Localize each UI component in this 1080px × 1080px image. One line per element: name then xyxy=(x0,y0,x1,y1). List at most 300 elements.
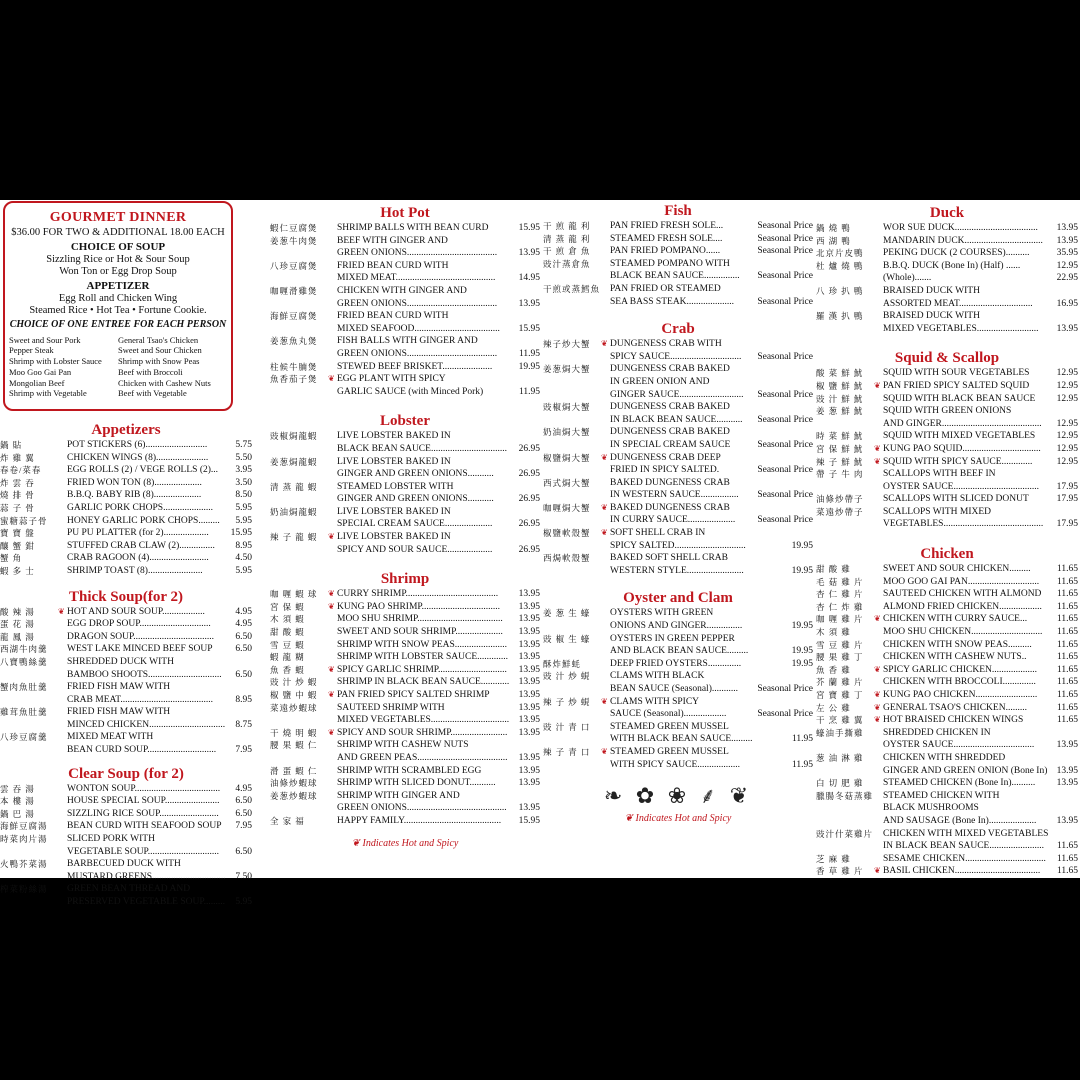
menu-item-row xyxy=(270,335,540,348)
hot-pepper-icon: ❦ xyxy=(601,746,608,756)
item-name: SPICY GARLIC SHRIMP............................. xyxy=(337,664,507,675)
menu-item-row xyxy=(816,222,1078,235)
menu-item-row xyxy=(543,696,813,709)
chinese-name: 蝦 龍 糊 xyxy=(270,652,305,663)
hot-pepper-icon: ❦ xyxy=(874,380,881,390)
menu-item-row xyxy=(270,702,540,715)
menu-item-row xyxy=(816,676,1078,689)
menu-item-row xyxy=(816,601,1078,614)
item-name: SHRIMP WITH SCRAMBLED EGG xyxy=(337,765,482,776)
item-name: BARBECUED DUCK WITH xyxy=(67,859,181,870)
chinese-name: 八 珍 扒 鴨 xyxy=(816,285,864,296)
chinese-name: 榨菜粉絲湯 xyxy=(0,884,48,895)
item-price: Seasonal Price xyxy=(757,233,813,244)
item-name: SAUTEED SHRIMP WITH xyxy=(337,702,445,713)
menu-item-row xyxy=(816,765,1078,778)
hot-pepper-icon: ❦ xyxy=(328,664,335,674)
hot-pepper-icon: ❦ xyxy=(328,374,335,384)
chinese-name: 辣子炒大蟹 xyxy=(543,339,591,350)
menu-item-row xyxy=(0,858,252,871)
item-name: DEEP FRIED OYSTERS.............. xyxy=(610,658,742,669)
item-name: PAN FRIED OR STEAMED xyxy=(610,283,721,294)
item-price: 26.95 xyxy=(518,544,540,555)
hot-pepper-icon: ❦ xyxy=(874,866,881,876)
chinese-name: 豉汁蒸倉魚 xyxy=(543,258,591,269)
hot-pepper-icon: ❦ xyxy=(874,443,881,453)
section-title: Squid & Scallop xyxy=(894,350,1000,367)
item-price: 26.95 xyxy=(518,494,540,505)
item-price: 13.95 xyxy=(518,248,540,259)
section-title: Shrimp xyxy=(380,571,430,588)
chinese-name: 辣 子 炒 蜆 xyxy=(543,696,591,707)
item-name: SCALLOPS WITH MIXED xyxy=(883,506,992,517)
item-price: 13.95 xyxy=(1056,778,1078,789)
item-price: 13.95 xyxy=(518,677,540,688)
chinese-name: 杜 爐 燒 鴨 xyxy=(816,260,864,271)
chinese-name: 豉 椒 生 蠔 xyxy=(543,633,591,644)
menu-item-row xyxy=(543,620,813,633)
menu-item-row xyxy=(270,777,540,790)
item-name: DUNGENESS CRAB BAKED xyxy=(610,364,730,375)
item-price: 13.95 xyxy=(518,803,540,814)
menu-item-row xyxy=(270,626,540,639)
menu-item-row xyxy=(816,739,1078,752)
chinese-name: 羅 漢 扒 鴨 xyxy=(816,311,864,322)
item-price: 11.65 xyxy=(1056,639,1078,650)
chinese-name: 滑 蛋 蝦 仁 xyxy=(270,765,318,776)
item-price: 7.95 xyxy=(235,821,252,832)
menu-item-row xyxy=(816,518,1078,531)
chinese-name: 龍 鳳 湯 xyxy=(0,631,35,642)
item-name: PU PU PLATTER (for 2)................... xyxy=(67,528,209,539)
menu-item-row xyxy=(816,626,1078,639)
item-name: BASIL CHICKEN.................................... xyxy=(883,866,1041,877)
item-name: STEAMED GREEN MUSSEL xyxy=(610,721,729,732)
entree-option: Shrimp with Lobster Sauce xyxy=(9,356,102,367)
chinese-name: 毛 菇 雞 片 xyxy=(816,576,864,587)
entree-option: Shrimp with Vegetable xyxy=(9,388,87,399)
chinese-name: 菜遠炒帶子 xyxy=(816,506,864,517)
entree-grid xyxy=(9,335,227,400)
chinese-name: 鍋 貼 xyxy=(0,440,23,450)
item-name: SHRIMP WITH SNOW PEAS...................... xyxy=(337,639,508,650)
menu-item-row xyxy=(270,815,540,828)
entree-option: Mongolian Beef xyxy=(9,377,65,388)
bamboo-illustration-icon: ❦ xyxy=(729,783,753,809)
menu-item-row xyxy=(0,883,252,896)
gourmet-dinner-box xyxy=(3,201,233,411)
item-name: SHRIMP WITH CASHEW NUTS xyxy=(337,740,469,751)
menu-item-row xyxy=(0,694,252,707)
item-price: 5.95 xyxy=(235,565,252,576)
menu-item-row xyxy=(543,439,813,452)
chinese-name: 干 煎 倉 魚 xyxy=(543,246,591,257)
menu-item-row xyxy=(816,563,1078,576)
item-name: SQUID WITH SPICY SAUCE............. xyxy=(883,456,1033,467)
menu-item-row xyxy=(816,651,1078,664)
item-price: 12.95 xyxy=(1056,393,1078,404)
entree-option: Beef with Broccoli xyxy=(118,366,183,377)
item-price: 12.95 xyxy=(1056,431,1078,442)
choice-line: CHOICE OF ONE ENTREE FOR EACH PERSON xyxy=(9,318,227,330)
menu-item-row xyxy=(816,727,1078,740)
item-price: 19.95 xyxy=(791,540,813,551)
entree-option: Sweet and Sour Pork xyxy=(9,334,81,345)
menu-item-row xyxy=(816,380,1078,393)
menu-item-row xyxy=(816,777,1078,790)
item-name: PRESERVED VEGETABLE SOUP......... xyxy=(67,897,225,907)
item-price: 22.95 xyxy=(1056,273,1078,284)
item-name: SHRIMP TOAST (8)....................... xyxy=(67,565,203,576)
item-name: MIXED VEGETABLES.......................... xyxy=(883,323,1039,334)
item-price: 12.95 xyxy=(1056,456,1078,467)
item-name: STEAMED GREEN MUSSEL xyxy=(610,746,729,757)
chinese-name: 宮 寶 雞 丁 xyxy=(816,690,864,700)
item-price: 12.95 xyxy=(1056,260,1078,271)
menu-item-row xyxy=(543,552,813,565)
item-price: Seasonal Price xyxy=(757,490,813,501)
item-price: 13.95 xyxy=(518,639,540,650)
menu-item-row xyxy=(543,283,813,296)
item-name: ALMOND FRIED CHICKEN.................. xyxy=(883,601,1042,612)
item-price: 26.95 xyxy=(518,443,540,454)
item-name: MOO SHU CHICKEN.............................. xyxy=(883,627,1043,638)
chinese-name: 海鮮豆腐湯 xyxy=(0,821,48,832)
item-price: 11.65 xyxy=(1056,627,1078,638)
item-name: GARLIC SAUCE (with Minced Pork) xyxy=(337,386,484,397)
menu-section xyxy=(543,320,813,577)
item-price: 11.95 xyxy=(791,759,813,770)
chinese-name: 辣 子 青 口 xyxy=(543,746,591,757)
item-price: 11.95 xyxy=(791,734,813,745)
menu-item-row xyxy=(816,481,1078,494)
menu-item-row xyxy=(816,393,1078,406)
menu-item-row xyxy=(543,721,813,734)
menu-item-row xyxy=(270,544,540,557)
item-price: 11.65 xyxy=(1056,589,1078,600)
menu-item-row xyxy=(270,430,540,443)
menu-item-row xyxy=(543,514,813,527)
chinese-name: 姜葱焗大蟹 xyxy=(543,364,591,375)
menu-item-row xyxy=(816,714,1078,727)
menu-item-row xyxy=(816,853,1078,866)
menu-item-row xyxy=(543,389,813,402)
item-price: 19.95 xyxy=(791,621,813,632)
item-name: WOR SUE DUCK................................... xyxy=(883,223,1038,233)
chinese-name: 八寶鴨絲羹 xyxy=(0,656,48,667)
menu-item-row xyxy=(0,669,252,682)
chinese-name: 甜 酸 雞 xyxy=(816,564,851,575)
menu-item-row xyxy=(0,656,252,669)
item-name: IN BLACK BEAN SAUCE........... xyxy=(610,414,743,425)
hot-pepper-icon: ❦ xyxy=(328,601,335,611)
item-name: FRIED BEAN CURD WITH xyxy=(337,260,449,271)
item-name: IN GREEN ONION AND xyxy=(610,376,710,387)
menu-item-row xyxy=(0,515,252,528)
item-price: 13.95 xyxy=(518,752,540,763)
menu-item-row xyxy=(816,576,1078,589)
chinese-name: 酸 菜 鮮 魷 xyxy=(816,368,864,379)
menu-item-row xyxy=(816,430,1078,443)
item-price: 35.95 xyxy=(1056,248,1078,259)
item-name: STUFFED CRAB CLAW (2)............... xyxy=(67,540,215,551)
item-name: CLAMS WITH SPICY xyxy=(610,696,700,707)
menu-item-row xyxy=(0,452,252,465)
item-name: SPICY AND SOUR SHRIMP........................ xyxy=(337,727,508,738)
item-name: FRIED FISH MAW WITH xyxy=(67,682,171,693)
item-name: VEGETABLE SOUP.............................. xyxy=(67,846,220,857)
column-3 xyxy=(543,200,813,825)
item-name: STEWED BEEF BRISKET..................... xyxy=(337,361,493,372)
item-name: SHREDDED CHICKEN IN xyxy=(883,727,991,738)
menu-item-row xyxy=(816,506,1078,519)
menu-item-row xyxy=(816,840,1078,853)
item-name: GREEN ONIONS...................................... xyxy=(337,298,498,309)
menu-item-row xyxy=(0,502,252,515)
chinese-name: 清 蒸 龍 蝦 xyxy=(270,481,318,492)
menu-item-row xyxy=(0,808,252,821)
menu-item-row xyxy=(0,896,252,909)
hot-pepper-icon: ❦ xyxy=(601,502,608,512)
menu-item-row xyxy=(0,833,252,846)
item-price: 13.95 xyxy=(1056,235,1078,246)
menu-item-row xyxy=(816,802,1078,815)
item-name: SEA BASS STEAK.................... xyxy=(610,296,735,307)
menu-item-row xyxy=(543,452,813,465)
item-price: 11.65 xyxy=(1056,677,1078,688)
item-price: 8.95 xyxy=(235,540,252,551)
menu-item-row xyxy=(0,464,252,477)
item-name: MOO GOO GAI PAN.............................. xyxy=(883,576,1040,587)
gourmet-title: GOURMET DINNER xyxy=(49,210,187,225)
item-price: 17.95 xyxy=(1056,519,1078,530)
item-price: 11.95 xyxy=(518,386,540,397)
menu-item-row xyxy=(543,363,813,376)
menu-item-row xyxy=(543,489,813,502)
item-name: STEAMED POMPANO WITH xyxy=(610,258,730,269)
menu-item-row xyxy=(270,588,540,601)
item-price: 15.95 xyxy=(230,528,252,539)
menu-item-row xyxy=(543,708,813,721)
item-name: BAKED SOFT SHELL CRAB xyxy=(610,553,728,564)
item-name: CURRY SHRIMP....................................... xyxy=(337,589,499,600)
menu-item-row xyxy=(816,588,1078,601)
item-price: 13.95 xyxy=(518,627,540,638)
entree-option: Shrimp with Snow Peas xyxy=(118,356,200,367)
column-2-sections xyxy=(270,204,540,828)
menu-item-row xyxy=(816,418,1078,431)
item-name: GINGER SAUCE........................... xyxy=(610,389,744,400)
chinese-name: 釀 蟹 鉗 xyxy=(0,540,35,551)
item-price: 13.95 xyxy=(518,664,540,675)
item-price: 11.65 xyxy=(1056,664,1078,675)
menu-item-row xyxy=(816,456,1078,469)
item-name: WESTERN STYLE........................ xyxy=(610,565,744,576)
column-2 xyxy=(270,200,540,850)
item-name: OYSTERS WITH GREEN xyxy=(610,608,714,619)
item-price: 19.95 xyxy=(791,658,813,669)
item-price: Seasonal Price xyxy=(757,709,813,720)
menu-item-row xyxy=(270,493,540,506)
chinese-name: 咖喱滑雞煲 xyxy=(270,285,318,296)
item-price: 11.65 xyxy=(1056,853,1078,864)
menu-item-row xyxy=(543,565,813,578)
chinese-name: 椒鹽焗大蟹 xyxy=(543,452,591,463)
column-4 xyxy=(816,200,1078,878)
item-price: 5.95 xyxy=(235,502,252,513)
chinese-name: 木 須 雞 xyxy=(816,627,851,638)
hot-pepper-icon: ❦ xyxy=(874,715,881,725)
chinese-name: 西 湖 鴨 xyxy=(816,235,851,246)
chinese-name: 火鴨芥菜湯 xyxy=(0,859,48,870)
chinese-name: 木 須 蝦 xyxy=(270,614,305,625)
item-name: SQUID WITH GREEN ONIONS xyxy=(883,406,1012,417)
item-name: GREEN ONIONS.......................................... xyxy=(337,803,507,814)
item-price: 13.95 xyxy=(518,702,540,713)
garlic-illustration-icon: ❀ xyxy=(667,783,691,809)
item-price: 4.95 xyxy=(235,619,252,630)
menu-item-row xyxy=(270,247,540,260)
section-title: Appetizers xyxy=(91,422,161,438)
item-name: PAN FRIED POMPANO...... xyxy=(610,246,721,257)
hot-pepper-icon: ❦ xyxy=(601,452,608,462)
menu-item-row xyxy=(270,285,540,298)
chinese-name: 豉 汁 鮮 魷 xyxy=(816,393,864,404)
item-price: 11.65 xyxy=(1056,652,1078,663)
item-name: CHICKEN WITH CURRY SAUCE... xyxy=(883,614,1028,625)
section-title: Duck xyxy=(929,205,965,221)
menu-item-row xyxy=(0,731,252,744)
item-name: AND BLACK BEAN SAUCE......... xyxy=(610,646,749,657)
chinese-name: 全 家 福 xyxy=(270,815,305,826)
item-price: Seasonal Price xyxy=(757,221,813,231)
item-name: SLICED PORK WITH xyxy=(67,834,155,845)
item-price: 5.95 xyxy=(235,515,252,526)
menu-item-row xyxy=(270,260,540,273)
menu-item-row xyxy=(270,802,540,815)
item-price: 3.95 xyxy=(235,465,252,476)
item-name: SPICY GARLIC CHICKEN................... xyxy=(883,664,1038,675)
item-name: SHRIMP WITH SLICED DONUT........... xyxy=(337,778,496,789)
chinese-name: 蟹肉魚肚羹 xyxy=(0,682,48,693)
item-price: Seasonal Price xyxy=(757,414,813,425)
item-name: SHREDDED DUCK WITH xyxy=(67,656,174,667)
chinese-name: 北京片皮鴨 xyxy=(816,248,864,259)
soup-line: Won Ton or Egg Drop Soup xyxy=(59,266,177,277)
menu-item-row xyxy=(543,233,813,246)
item-price: 12.95 xyxy=(1056,418,1078,429)
item-name: SQUID WITH SOUR VEGETABLES xyxy=(883,368,1030,379)
item-name: IN CURRY SAUCE.................... xyxy=(610,515,736,526)
item-price: 15.95 xyxy=(518,815,540,826)
item-price: 15.95 xyxy=(518,223,540,233)
menu-item-row xyxy=(0,820,252,833)
item-name: VEGETABLES.......................................... xyxy=(883,519,1044,530)
menu-section xyxy=(270,570,540,827)
item-price: 17.95 xyxy=(1056,494,1078,505)
chinese-name: 油條炒蝦球 xyxy=(270,778,318,789)
hot-pepper-icon: ❦ xyxy=(601,696,608,706)
hot-pepper-icon: ❦ xyxy=(328,690,335,699)
item-name: BAMBOO SHOOTS............................... xyxy=(67,669,222,680)
menu-item-row xyxy=(816,298,1078,311)
item-name: HAPPY FAMILY......................................... xyxy=(337,815,502,826)
item-name: ASSORTED MEAT............................... xyxy=(883,298,1033,309)
menu-item-row xyxy=(0,606,252,619)
item-name: FRIED BEAN CURD WITH xyxy=(337,311,449,322)
item-name: BEEF WITH GINGER AND xyxy=(337,235,448,246)
item-name: SHRIMP WITH LOBSTER SAUCE............. xyxy=(337,652,509,663)
menu-item-row xyxy=(0,631,252,644)
menu-item-row xyxy=(543,270,813,283)
item-price: 13.95 xyxy=(1056,223,1078,233)
hot-pepper-icon: ❦ xyxy=(58,606,65,616)
section-title: Lobster xyxy=(380,413,430,430)
menu-item-row xyxy=(816,247,1078,260)
entree-option: Moo Goo Gai Pan xyxy=(9,366,72,377)
item-name: SHRIMP WITH GINGER AND xyxy=(337,790,460,801)
item-name: BEAN CURD SOUP............................. xyxy=(67,745,217,756)
item-price: 7.50 xyxy=(235,871,252,882)
hot-pepper-icon: ❦ xyxy=(601,528,608,538)
item-name: EGG PLANT WITH SPICY xyxy=(337,374,446,385)
item-name: PAN FRIED SPICY SALTED SQUID xyxy=(883,380,1030,391)
menu-item-row xyxy=(816,405,1078,418)
item-name: STEAMED CHICKEN WITH xyxy=(883,790,1000,801)
section-title: Crab xyxy=(661,321,695,338)
item-price: 26.95 xyxy=(518,469,540,480)
menu-item-row xyxy=(270,443,540,456)
hot-pepper-icon: ❦ xyxy=(351,837,361,849)
section-title: Oyster and Clam xyxy=(623,590,733,607)
decoration-icons xyxy=(543,783,813,809)
menu-item-row xyxy=(543,245,813,258)
menu-item-row xyxy=(543,351,813,364)
item-name: KUNG PAO SHRIMP................................. xyxy=(337,601,501,612)
item-name: EGG DROP SOUP.............................. xyxy=(67,619,211,630)
column-3-sections xyxy=(543,202,813,771)
item-name: MUSTARD GREENS............................... xyxy=(67,871,226,882)
menu-item-row xyxy=(270,639,540,652)
section-title: Thick Soup(for 2) xyxy=(69,588,183,605)
chinese-name: 魚 香 蝦 xyxy=(270,664,305,675)
chinese-name: 咖 喱 雞 片 xyxy=(816,614,864,625)
chinese-name: 辣 子 鮮 魷 xyxy=(816,456,864,467)
item-price: 13.95 xyxy=(518,715,540,726)
appetizer-heading: APPETIZER xyxy=(86,279,150,292)
menu-item-row xyxy=(270,386,540,399)
chinese-name: 蟹 角 xyxy=(0,553,23,564)
item-price: 6.50 xyxy=(235,669,252,680)
entree-option: Pepper Steak xyxy=(9,345,54,356)
menu-page xyxy=(0,200,1080,907)
item-name: LIVE LOBSTER BAKED IN xyxy=(337,532,451,543)
item-name: CHICKEN WITH SHREDDED xyxy=(883,752,1006,763)
menu-item-row xyxy=(0,706,252,719)
chinese-name: 椒鹽軟殼蟹 xyxy=(543,528,591,539)
chinese-name: 雲 吞 湯 xyxy=(0,783,35,794)
menu-item-row xyxy=(816,664,1078,677)
item-name: KUNG PAO CHICKEN.......................... xyxy=(883,690,1038,700)
item-name: MOO SHU SHRIMP.................................... xyxy=(337,614,503,625)
chinese-name: 豉椒焗大蟹 xyxy=(543,402,591,413)
item-price: 5.75 xyxy=(235,440,252,450)
item-name: BLACK BEAN SAUCE................................ xyxy=(337,443,507,454)
item-price: 11.65 xyxy=(1056,690,1078,700)
menu-section xyxy=(0,588,252,757)
column-1 xyxy=(0,200,252,909)
item-name: GINGER AND GREEN ONIONS........... xyxy=(337,469,494,480)
